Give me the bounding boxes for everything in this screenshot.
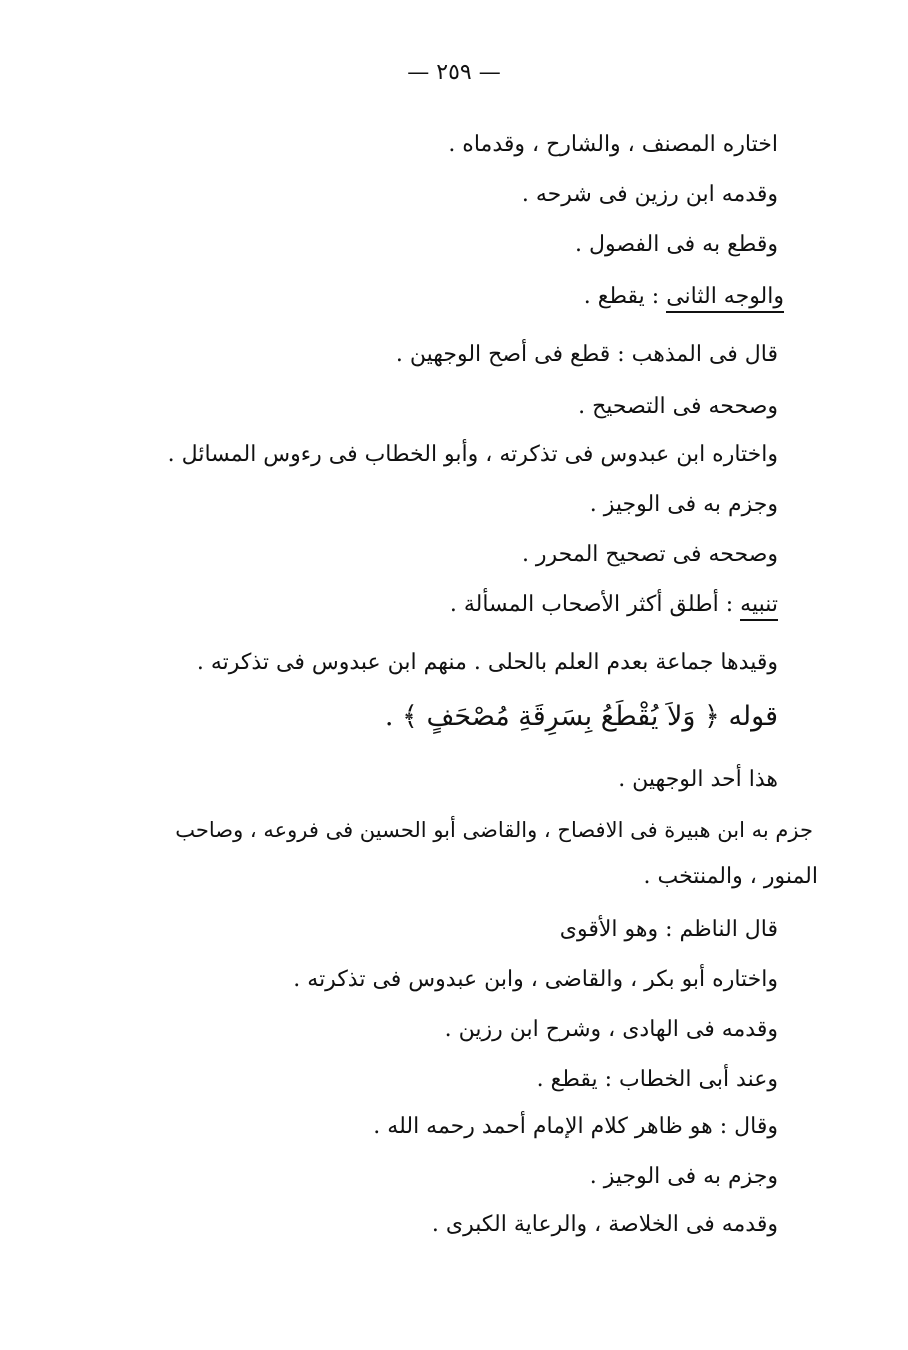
- text-line: جزم به ابن هبيرة فى الافصاح ، والقاضى أبو الحسين فى فروعه ، وصاحب: [175, 818, 813, 842]
- text-line: وقدمه فى الخلاصة ، والرعاية الكبرى .: [431, 1212, 778, 1237]
- text-line: قال الناظم : وهو الأقوى: [559, 917, 778, 942]
- note-text: : أطلق أكثر الأصحاب المسألة .: [449, 592, 741, 617]
- section-line: [584, 282, 784, 312]
- text-line: وعند أبى الخطاب : يقطع .: [536, 1067, 778, 1092]
- text-line: قال فى المذهب : قطع فى أصح الوجهين .: [395, 342, 778, 367]
- section-text: : يقطع .: [583, 284, 667, 309]
- text-line: وقيدها جماعة بعدم العلم بالحلى . منهم ابن عبدوس فى تذكرته .: [196, 650, 778, 675]
- note-label: تنبيه: [740, 592, 778, 621]
- text-line: وقال : هو ظاهر كلام الإمام أحمد رحمه الله .: [373, 1114, 778, 1139]
- note-line: [450, 590, 778, 620]
- page-number: — ٢٥٩ —: [407, 60, 501, 85]
- text-line: واختاره أبو بكر ، والقاضى ، وابن عبدوس فى تذكرته .: [293, 967, 778, 992]
- text-line: هذا أحد الوجهين .: [618, 767, 778, 792]
- text-line: وقطع به فى الفصول .: [574, 232, 778, 257]
- text-line: وصححه فى التصحيح .: [578, 394, 778, 419]
- text-line: وصححه فى تصحيح المحرر .: [521, 542, 778, 567]
- text-line: وقدمه ابن رزين فى شرحه .: [521, 182, 778, 207]
- quoted-heading: قوله ﴿ وَلاَ يُقْطَعُ بِسَرِقَةِ مُصْحَفٍ ﴾ .: [384, 701, 778, 732]
- text-line: وجزم به فى الوجيز .: [589, 1164, 778, 1189]
- text-line: المنور ، والمنتخب .: [643, 864, 818, 889]
- text-line: وجزم به فى الوجيز .: [589, 492, 778, 517]
- section-label: والوجه الثانى: [666, 284, 784, 313]
- text-line: وقدمه فى الهادى ، وشرح ابن رزين .: [444, 1017, 778, 1042]
- text-line: واختاره ابن عبدوس فى تذكرته ، وأبو الخطاب فى رءوس المسائل .: [167, 442, 778, 467]
- text-line: اختاره المصنف ، والشارح ، وقدماه .: [448, 132, 778, 157]
